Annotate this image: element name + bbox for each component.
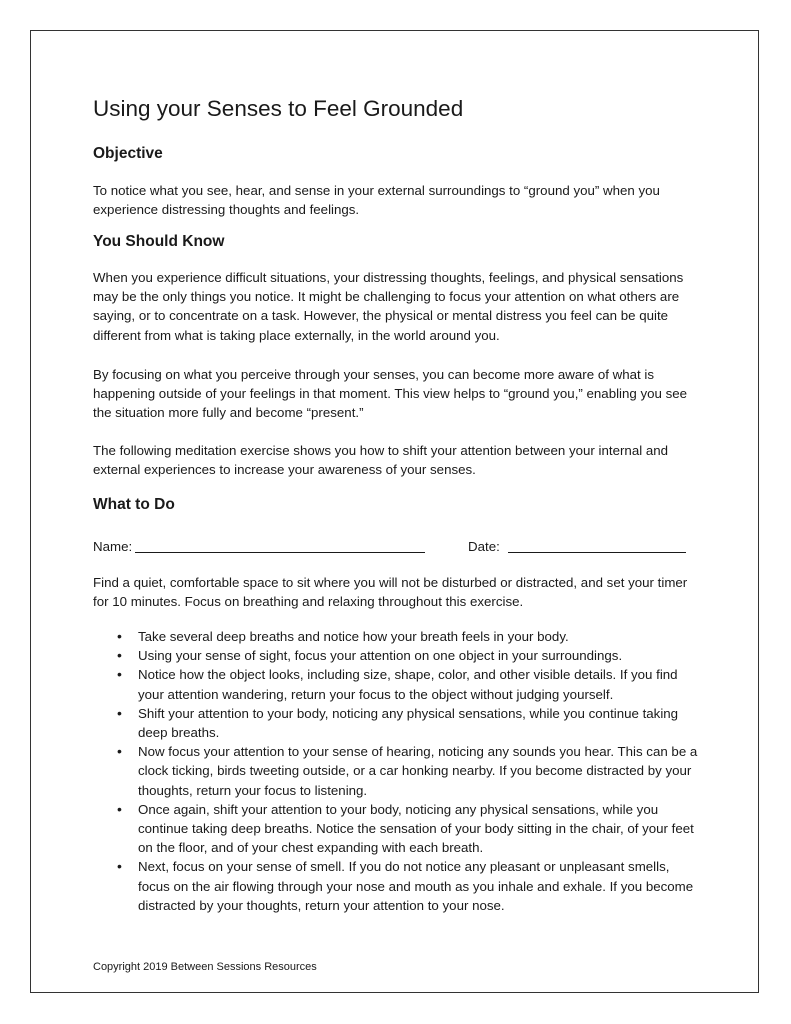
name-field[interactable] xyxy=(135,552,425,553)
steps-list xyxy=(93,627,703,915)
objective-heading: Objective xyxy=(93,145,163,162)
objective-text: To notice what you see, hear, and sense in your external surroundings to “ground you” when you experience distressing thoughts and feelings. xyxy=(93,183,660,218)
list-item: • Using your sense of sight, focus your attention on one object in your surroundings. xyxy=(93,646,703,665)
date-field[interactable] xyxy=(508,552,686,553)
should-know-paragraph-1: When you experience difficult situations, your distressing thoughts, feelings, and physical sensations may be the only things you notice. It might be challenging to focus your attention on what others are saying, or to concentrate on a task. However, the physical or mental distress you feel can be quite different from what is taking place externally, in the world around you. xyxy=(93,270,684,343)
what-to-do-intro: Find a quiet, comfortable space to sit where you will not be disturbed or distracted, and set your timer for 10 minutes. Focus on breathing and relaxing throughout this exercise. xyxy=(93,575,688,610)
list-item: • Once again, shift your attention to your body, noticing any physical sensations, while you continue taking deep breaths. Notice the sensation of your body sitting in the chair, of your feet on the floor, and of your chest expanding with each breath. xyxy=(93,800,703,858)
should-know-heading: You Should Know xyxy=(93,233,225,250)
list-item: • Now focus your attention to your sense of hearing, noticing any sounds you hear. This can be a clock ticking, birds tweeting outside, or a car honking nearby. If you become distracted by your thoughts, return your focus to listening. xyxy=(93,742,703,800)
copyright-footer: Copyright 2019 Between Sessions Resources xyxy=(93,961,317,973)
list-item: • Take several deep breaths and notice how your breath feels in your body. xyxy=(93,627,703,646)
name-label: Name: xyxy=(93,539,133,554)
list-item: • Shift your attention to your body, noticing any physical sensations, while you continue taking deep breaths. xyxy=(93,704,703,742)
list-item: • Next, focus on your sense of smell. If you do not notice any pleasant or unpleasant smells, focus on the air flowing through your nose and mouth as you inhale and exhale. If you become distracted by your thoughts, return your attention to your nose. xyxy=(93,857,703,915)
should-know-paragraph-3: The following meditation exercise shows you how to shift your attention between your internal and external experiences to increase your awareness of your senses. xyxy=(93,443,669,478)
should-know-paragraph-2: By focusing on what you perceive through your senses, you can become more aware of what is happening outside of your feelings in that moment. This view helps to “ground you,” enabling you see the situation more fully and become “present.” xyxy=(93,367,688,421)
what-to-do-heading: What to Do xyxy=(93,496,175,513)
document-title: Using your Senses to Feel Grounded xyxy=(93,96,464,121)
name-date-row xyxy=(93,537,703,557)
date-label: Date: xyxy=(468,539,500,554)
list-item: • Notice how the object looks, including size, shape, color, and other visible details. If you find your attention wandering, return your focus to the object without judging yourself. xyxy=(93,665,703,703)
